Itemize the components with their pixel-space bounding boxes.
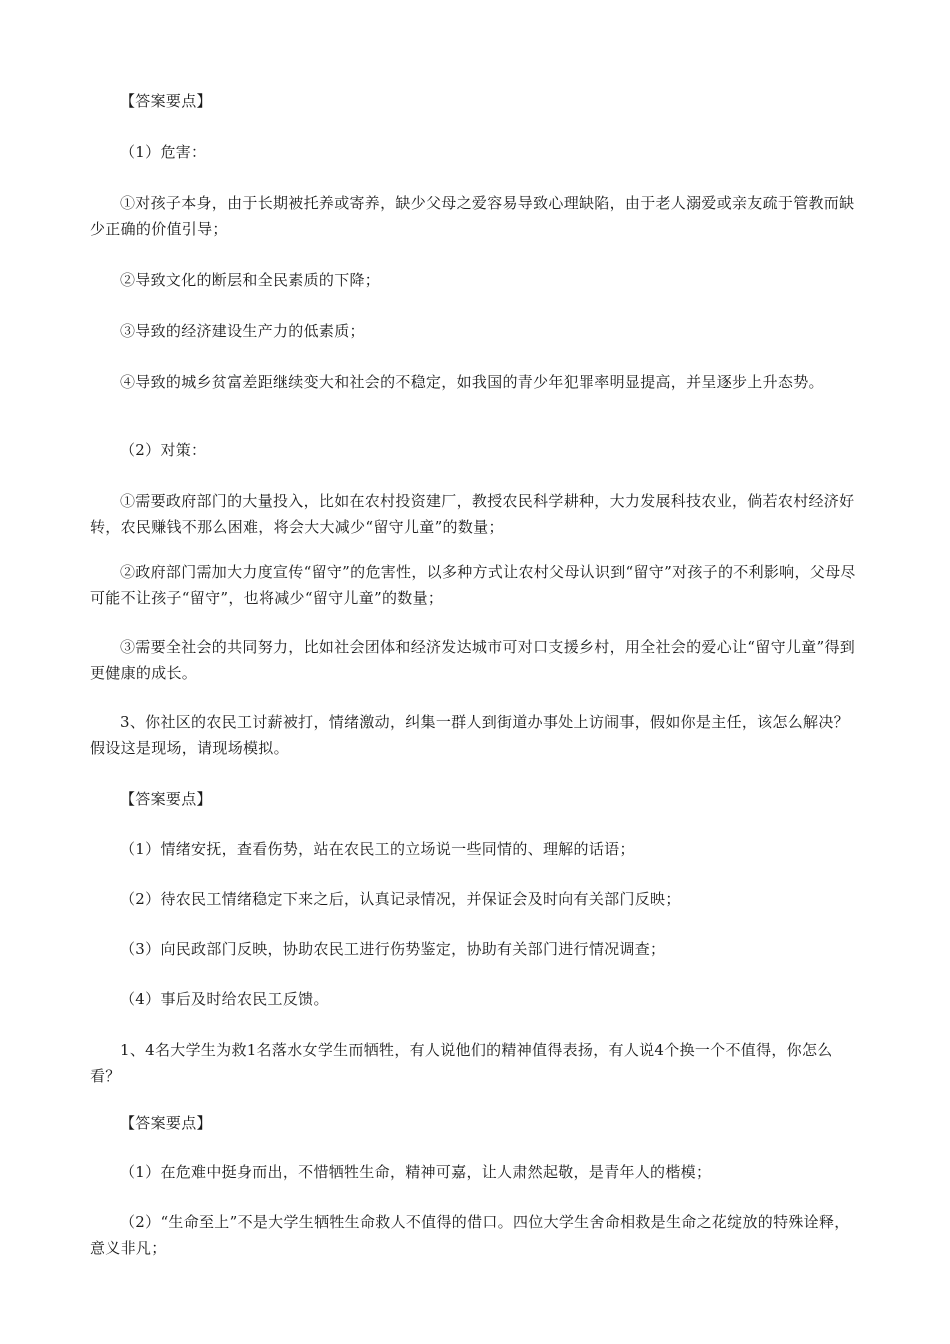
paragraph-text: （1）在危难中挺身而出，不惜牺牲生命，精神可嘉，让人肃然起敬，是青年人的楷模； bbox=[120, 1163, 712, 1181]
section-heading: （1）危害： bbox=[120, 143, 207, 161]
paragraph bbox=[90, 836, 860, 862]
paragraph-text: ③需要全社会的共同努力，比如社会团体和经济发达城市可对口支援乡村，用全社会的爱心让“留守儿童”得到更健康的成长。 bbox=[90, 638, 856, 682]
paragraph-text: ④导致的城乡贫富差距继续变大和社会的不稳定，如我国的青少年犯罪率明显提高，并呈逐步上升态势。 bbox=[120, 373, 824, 391]
paragraph bbox=[90, 936, 860, 962]
paragraph bbox=[90, 709, 860, 761]
answer-heading: 【答案要点】 bbox=[120, 1114, 212, 1132]
answer-heading: 【答案要点】 bbox=[120, 92, 212, 110]
paragraph-text: （2）待农民工情绪稳定下来之后，认真记录情况，并保证会及时向有关部门反映； bbox=[120, 890, 681, 908]
answer-heading: 【答案要点】 bbox=[120, 790, 212, 808]
paragraph bbox=[90, 88, 860, 114]
paragraph bbox=[90, 318, 860, 344]
section-heading: （2）对策： bbox=[120, 441, 207, 459]
paragraph-text: ③导致的经济建设生产力的低素质； bbox=[120, 322, 365, 340]
paragraph-text: （4）事后及时给农民工反馈。 bbox=[120, 990, 329, 1008]
paragraph bbox=[90, 786, 860, 812]
paragraph bbox=[90, 1037, 860, 1089]
question-text: 3、你社区的农民工讨薪被打，情绪激动，纠集一群人到街道办事处上访闹事，假如你是主任，该怎么解决？假设这是现场，请现场模拟。 bbox=[90, 713, 849, 757]
paragraph bbox=[90, 1209, 860, 1261]
paragraph bbox=[90, 190, 860, 242]
paragraph bbox=[90, 634, 860, 686]
paragraph bbox=[90, 437, 860, 463]
paragraph bbox=[90, 886, 860, 912]
paragraph-text: ②政府部门需加大力度宣传“留守”的危害性，以多种方式让农村父母认识到“留守”对孩子的不利影响，父母尽可能不让孩子“留守”，也将减少“留守儿童”的数量； bbox=[90, 563, 856, 607]
paragraph bbox=[90, 986, 860, 1012]
paragraph bbox=[90, 139, 860, 165]
paragraph-text: ②导致文化的断层和全民素质的下降； bbox=[120, 271, 381, 289]
paragraph bbox=[90, 1110, 860, 1136]
paragraph bbox=[90, 559, 860, 611]
paragraph bbox=[90, 488, 860, 540]
paragraph-text: （1）情绪安抚，查看伤势，站在农民工的立场说一些同情的、理解的话语； bbox=[120, 840, 635, 858]
question-text: 1、4名大学生为救1名落水女学生而牺牲，有人说他们的精神值得表扬，有人说4个换一个不值得，你怎么看？ bbox=[90, 1041, 833, 1085]
paragraph-text: ①需要政府部门的大量投入，比如在农村投资建厂，教授农民科学耕种，大力发展科技农业，倘若农村经济好转，农民赚钱不那么困难，将会大大减少“留守儿童”的数量； bbox=[90, 492, 855, 536]
paragraph-text: （3）向民政部门反映，协助农民工进行伤势鉴定，协助有关部门进行情况调查； bbox=[120, 940, 666, 958]
paragraph bbox=[90, 369, 860, 395]
paragraph bbox=[90, 1159, 860, 1185]
paragraph bbox=[90, 267, 860, 293]
paragraph-text: （2）“生命至上”不是大学生牺牲生命救人不值得的借口。四位大学生舍命相救是生命之花绽放的特殊诠释，意义非凡； bbox=[90, 1213, 850, 1257]
paragraph-text: ①对孩子本身，由于长期被托养或寄养，缺少父母之爱容易导致心理缺陷，由于老人溺爱或亲友疏于管教而缺少正确的价值引导； bbox=[90, 194, 855, 238]
